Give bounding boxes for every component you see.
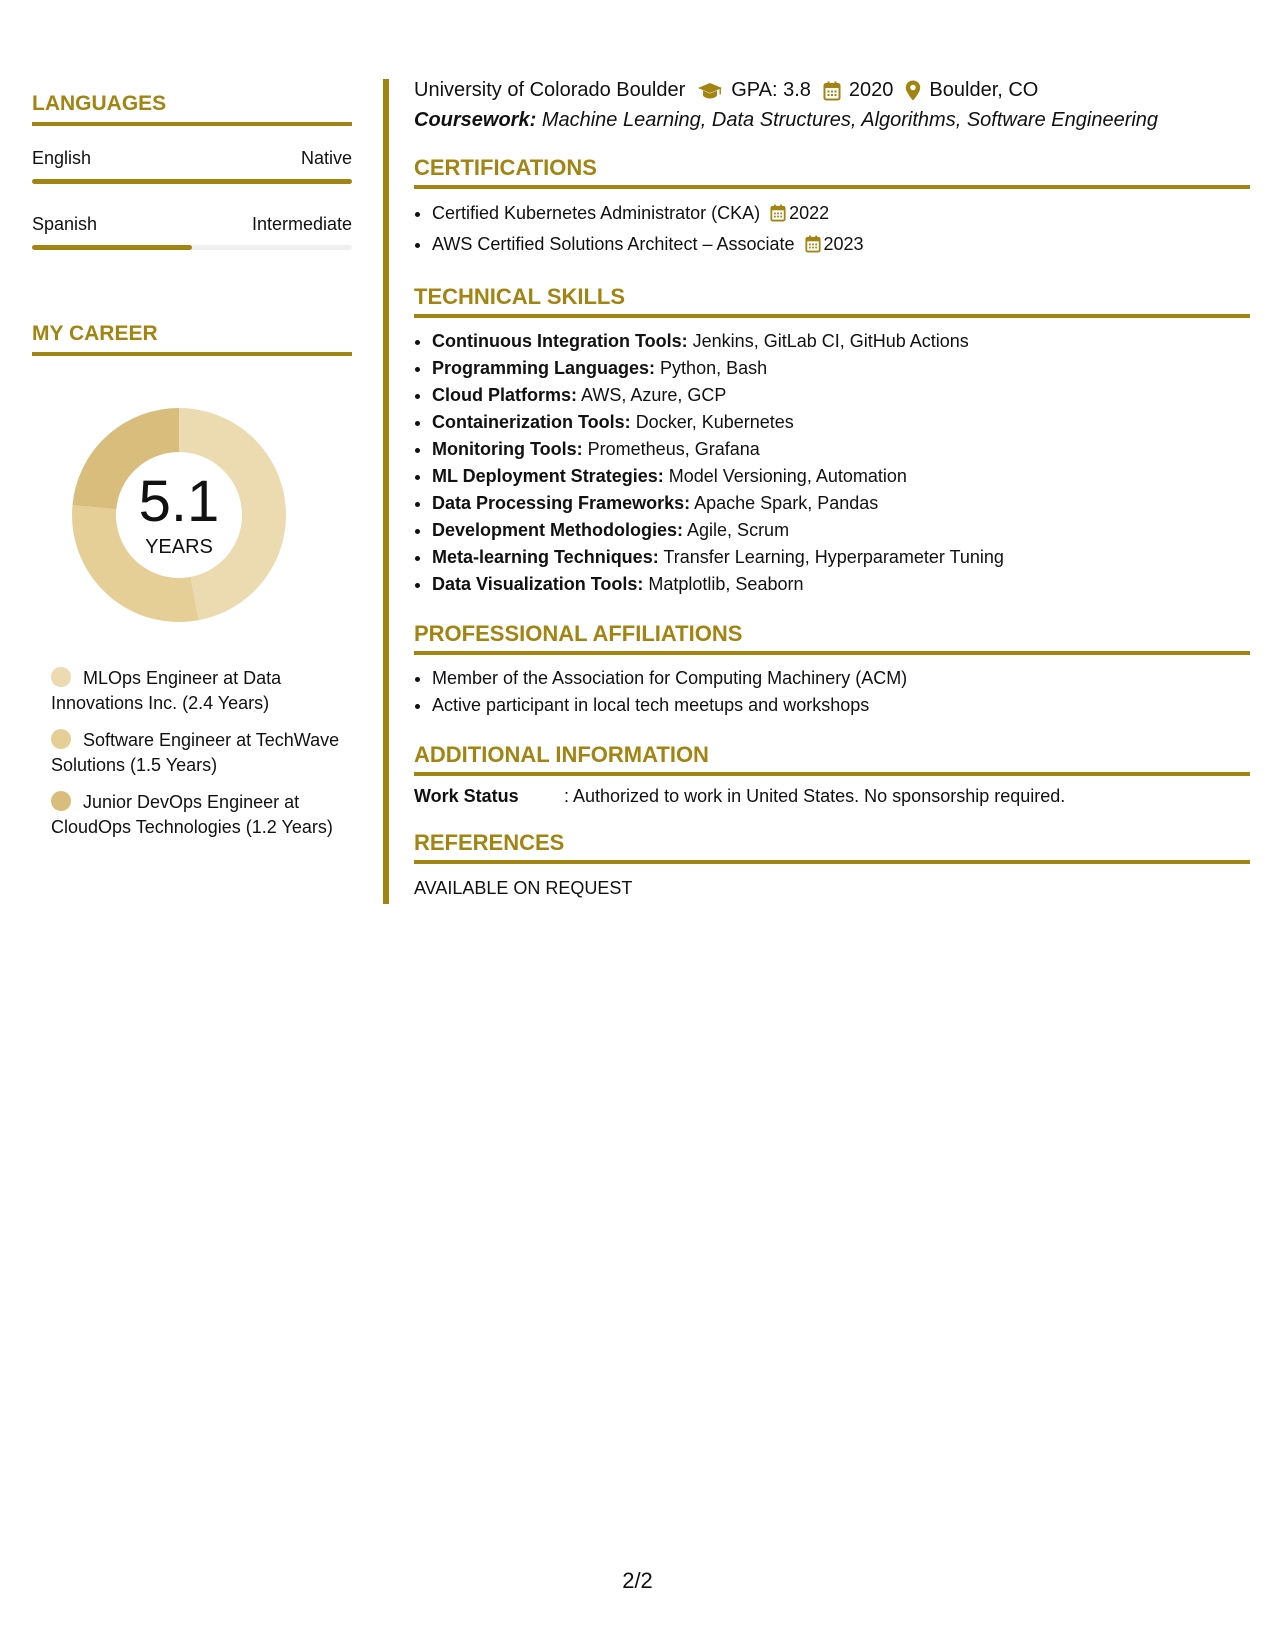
education-line: [414, 79, 1250, 102]
certification-name: AWS Certified Solutions Architect – Associate: [432, 234, 795, 254]
work-status-value: : Authorized to work in United States. No sponsorship required.: [564, 786, 1066, 806]
language-level: Native: [300, 148, 352, 168]
certification-year: 2022: [789, 203, 830, 223]
skill-label: ML Deployment Strategies:: [432, 466, 664, 486]
skill-value: Model Versioning, Automation: [668, 466, 907, 486]
skill-value: AWS, Azure, GCP: [581, 385, 727, 405]
calendar-icon: [770, 202, 786, 230]
certification-item: [432, 199, 1250, 230]
language-proficiency-fill: [32, 245, 192, 250]
language-proficiency-bar: [32, 179, 352, 184]
school-name: University of Colorado Boulder: [414, 79, 686, 101]
language-level: Intermediate: [251, 214, 352, 234]
career-role-label: Junior DevOps Engineer at CloudOps Technologies (1.2 Years): [51, 792, 333, 837]
work-status-row: [414, 786, 1250, 807]
skill-item: [432, 355, 1250, 382]
skills-list: [414, 328, 1250, 598]
certifications-heading: CERTIFICATIONS: [414, 155, 1250, 189]
coursework-line: [414, 109, 1250, 132]
skill-item: [432, 409, 1250, 436]
skill-label: Development Methodologies:: [432, 520, 684, 540]
skill-label: Data Visualization Tools:: [432, 574, 644, 594]
left-column: [32, 92, 352, 852]
skill-value: Apache Spark, Pandas: [694, 493, 879, 513]
page-number: 2/2: [622, 1568, 653, 1593]
language-proficiency-fill: [32, 179, 352, 184]
legend-dot: [51, 729, 71, 749]
references-text: AVAILABLE ON REQUEST: [414, 878, 633, 898]
skill-label: Continuous Integration Tools:: [432, 331, 688, 351]
language-item: [32, 148, 352, 184]
skill-item: [432, 490, 1250, 517]
skill-value: Agile, Scrum: [687, 520, 790, 540]
additional-info-heading: ADDITIONAL INFORMATION: [414, 742, 1250, 776]
language-item: [32, 214, 352, 250]
legend-dot: [51, 667, 71, 687]
coursework-list: Machine Learning, Data Structures, Algorithms, Software Engineering: [541, 109, 1159, 131]
coursework-label: Coursework:: [414, 109, 537, 131]
career-total-years: 5.1: [138, 469, 220, 534]
career-legend-item: [51, 790, 352, 840]
skill-item: [432, 382, 1250, 409]
skill-label: Monitoring Tools:: [432, 439, 583, 459]
certifications-list: [414, 199, 1250, 261]
skill-item: [432, 517, 1250, 544]
graduation-year: 2020: [848, 79, 894, 101]
legend-dot: [51, 791, 71, 811]
career-heading: MY CAREER: [32, 322, 352, 356]
work-status-label: Work Status: [414, 786, 519, 806]
affiliations-heading: PROFESSIONAL AFFILIATIONS: [414, 621, 1250, 655]
references-heading: REFERENCES: [414, 830, 1250, 864]
certification-name: Certified Kubernetes Administrator (CKA): [432, 203, 761, 223]
affiliation-item: • Active participant in local tech meetups and workshops: [432, 692, 1250, 719]
skill-item: [432, 544, 1250, 571]
career-total-unit: YEARS: [145, 536, 213, 558]
language-proficiency-bar: [32, 245, 352, 250]
skill-label: Containerization Tools:: [432, 412, 631, 432]
language-name: English: [32, 148, 92, 168]
skill-item: [432, 328, 1250, 355]
skill-label: Data Processing Frameworks:: [432, 493, 691, 513]
languages-heading: LANGUAGES: [32, 92, 352, 126]
gpa-text: GPA: 3.8: [731, 79, 811, 101]
skills-heading: TECHNICAL SKILLS: [414, 284, 1250, 318]
certification-year: 2023: [823, 234, 864, 254]
calendar-icon: [805, 233, 821, 261]
skill-label: Meta-learning Techniques:: [432, 547, 659, 567]
certification-item: [432, 230, 1250, 261]
graduation-cap-icon: [697, 82, 723, 100]
language-name: Spanish: [32, 214, 98, 234]
skill-value: Python, Bash: [660, 358, 768, 378]
skill-value: Jenkins, GitLab CI, GitHub Actions: [692, 331, 969, 351]
right-column: [414, 79, 1250, 899]
calendar-icon: [823, 81, 841, 101]
column-divider: [383, 79, 389, 904]
career-legend-item: [51, 666, 352, 716]
skill-value: Transfer Learning, Hyperparameter Tuning: [663, 547, 1004, 567]
skill-value: Prometheus, Grafana: [587, 439, 760, 459]
skill-value: Matplotlib, Seaborn: [648, 574, 804, 594]
skill-label: Programming Languages:: [432, 358, 656, 378]
affiliations-list: [414, 665, 1250, 719]
skill-label: Cloud Platforms:: [432, 385, 578, 405]
career-donut-chart: [66, 402, 292, 628]
skill-value: Docker, Kubernetes: [635, 412, 794, 432]
skill-item: [432, 571, 1250, 598]
career-legend: [51, 666, 352, 840]
career-role-label: Software Engineer at TechWave Solutions (1.5 Years): [51, 730, 340, 775]
career-legend-item: [51, 728, 352, 778]
affiliation-item: • Member of the Association for Computing Machinery (ACM): [432, 665, 1250, 692]
skill-item: [432, 436, 1250, 463]
skill-item: [432, 463, 1250, 490]
career-role-label: MLOps Engineer at Data Innovations Inc. (2.4 Years): [51, 668, 282, 713]
location-pin-icon: [905, 80, 921, 101]
school-location: Boulder, CO: [929, 79, 1039, 101]
